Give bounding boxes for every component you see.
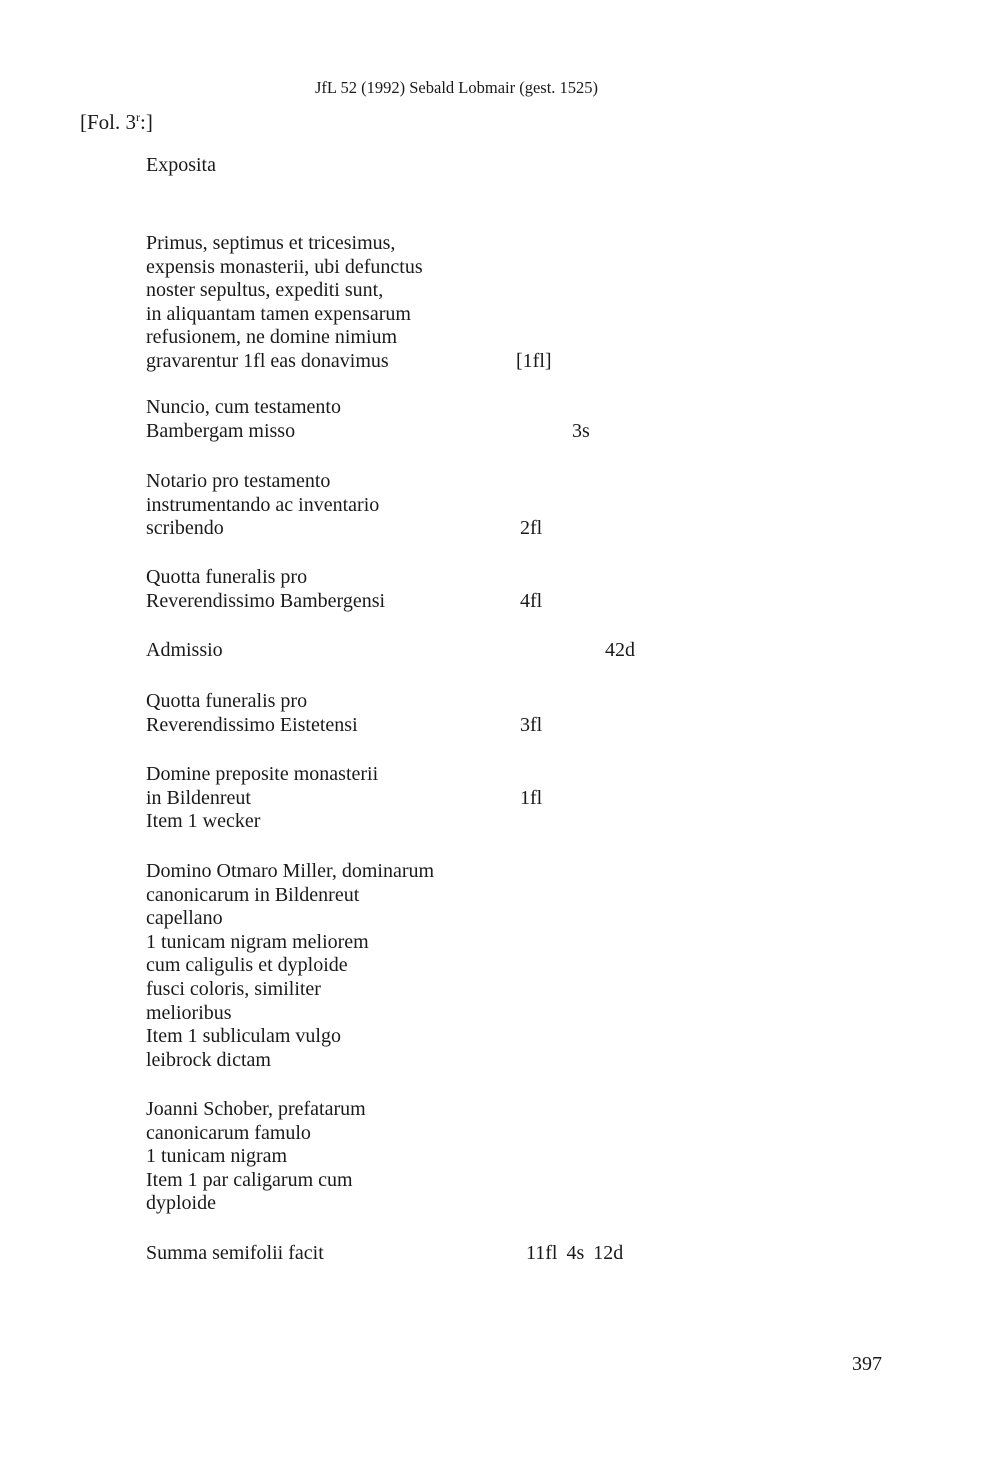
ledger-entry-quotta-bambergensi xyxy=(146,566,1000,613)
entry-line: Domine preposite monasterii xyxy=(146,763,379,785)
entry-line: Notario pro testamento xyxy=(146,470,331,492)
entry-line: in Bildenreut xyxy=(146,786,251,809)
entry-amount: 4fl xyxy=(520,589,543,612)
entry-line: refusionem, ne domine nimium xyxy=(146,326,398,349)
entry-line: Quotta funeralis pro xyxy=(146,690,308,712)
entry-amount: 42d xyxy=(605,639,635,661)
ledger-entry-joanni-schober xyxy=(146,1098,1000,1216)
entry-line: Bambergam misso xyxy=(146,419,296,442)
section-title: Exposita xyxy=(146,154,216,176)
entry-line: Item 1 par caligarum cum xyxy=(146,1168,353,1191)
entry-line: instrumentando ac inventario xyxy=(146,493,380,516)
entry-amount: 2fl xyxy=(520,517,543,540)
ledger-entry-notario xyxy=(146,470,1000,541)
entry-line: leibrock dictam xyxy=(146,1048,271,1071)
folio-ref-prefix: [Fol. 3 xyxy=(80,110,137,134)
entry-amount: 1fl xyxy=(520,786,543,809)
entry-line: fusci coloris, similiter xyxy=(146,977,321,1000)
entry-line: melioribus xyxy=(146,1001,232,1024)
entry-amount: 3fl xyxy=(520,713,543,736)
folio-ref-suffix: :] xyxy=(140,110,153,134)
entry-line: expensis monasterii, ubi defunctus xyxy=(146,255,423,278)
ledger-entry-quotta-eistetensi xyxy=(146,690,1000,737)
entry-line: capellano xyxy=(146,907,223,930)
entry-line: Item 1 wecker xyxy=(146,810,261,833)
summa-label: Summa semifolii facit xyxy=(146,1242,324,1264)
entry-line: 1 tunicam nigram xyxy=(146,1145,288,1168)
entry-line: canonicarum in Bildenreut xyxy=(146,883,360,906)
entry-line: Joanni Schober, prefatarum xyxy=(146,1098,366,1120)
entry-line: Nuncio, cum testamento xyxy=(146,396,341,418)
running-head: JfL 52 (1992) Sebald Lobmair (gest. 1525) xyxy=(315,78,599,97)
entry-amount: 3s xyxy=(572,419,590,442)
entry-line: cum caligulis et dyploide xyxy=(146,954,348,977)
ledger-entry-preposite xyxy=(146,763,1000,834)
entry-amount: [1fl] xyxy=(516,349,552,372)
entry-line: canonicarum famulo xyxy=(146,1121,311,1144)
entry-line: 1 tunicam nigram meliorem xyxy=(146,930,369,953)
entry-line: Item 1 subliculam vulgo xyxy=(146,1025,341,1048)
folio-ref-superscript: r xyxy=(136,110,141,124)
entry-line: Quotta funeralis pro xyxy=(146,566,308,588)
entry-line: scribendo xyxy=(146,517,224,540)
entry-line: Primus, septimus et tricesimus, xyxy=(146,232,396,254)
ledger-entry-primus xyxy=(146,232,1000,374)
entry-line: Domino Otmaro Miller, dominarum xyxy=(146,860,435,882)
ledger-entry-nuncio xyxy=(146,396,1000,443)
entry-line: Admissio xyxy=(146,639,223,661)
summa-amount: 11fl 4s 12d xyxy=(526,1242,624,1264)
entry-line: in aliquantam tamen expensarum xyxy=(146,302,411,325)
page-number: 397 xyxy=(852,1353,882,1375)
entry-line: dyploide xyxy=(146,1192,216,1215)
folio-reference xyxy=(80,110,153,135)
entry-line: Reverendissimo Eistetensi xyxy=(146,713,358,736)
entry-line: gravarentur 1fl eas donavimus xyxy=(146,349,389,372)
entry-line: Reverendissimo Bambergensi xyxy=(146,589,386,612)
entry-line: noster sepultus, expediti sunt, xyxy=(146,279,384,302)
ledger-entry-otmaro-miller xyxy=(146,860,1000,1072)
summa-row xyxy=(146,1242,1000,1266)
ledger-entry-admissio xyxy=(146,639,1000,663)
